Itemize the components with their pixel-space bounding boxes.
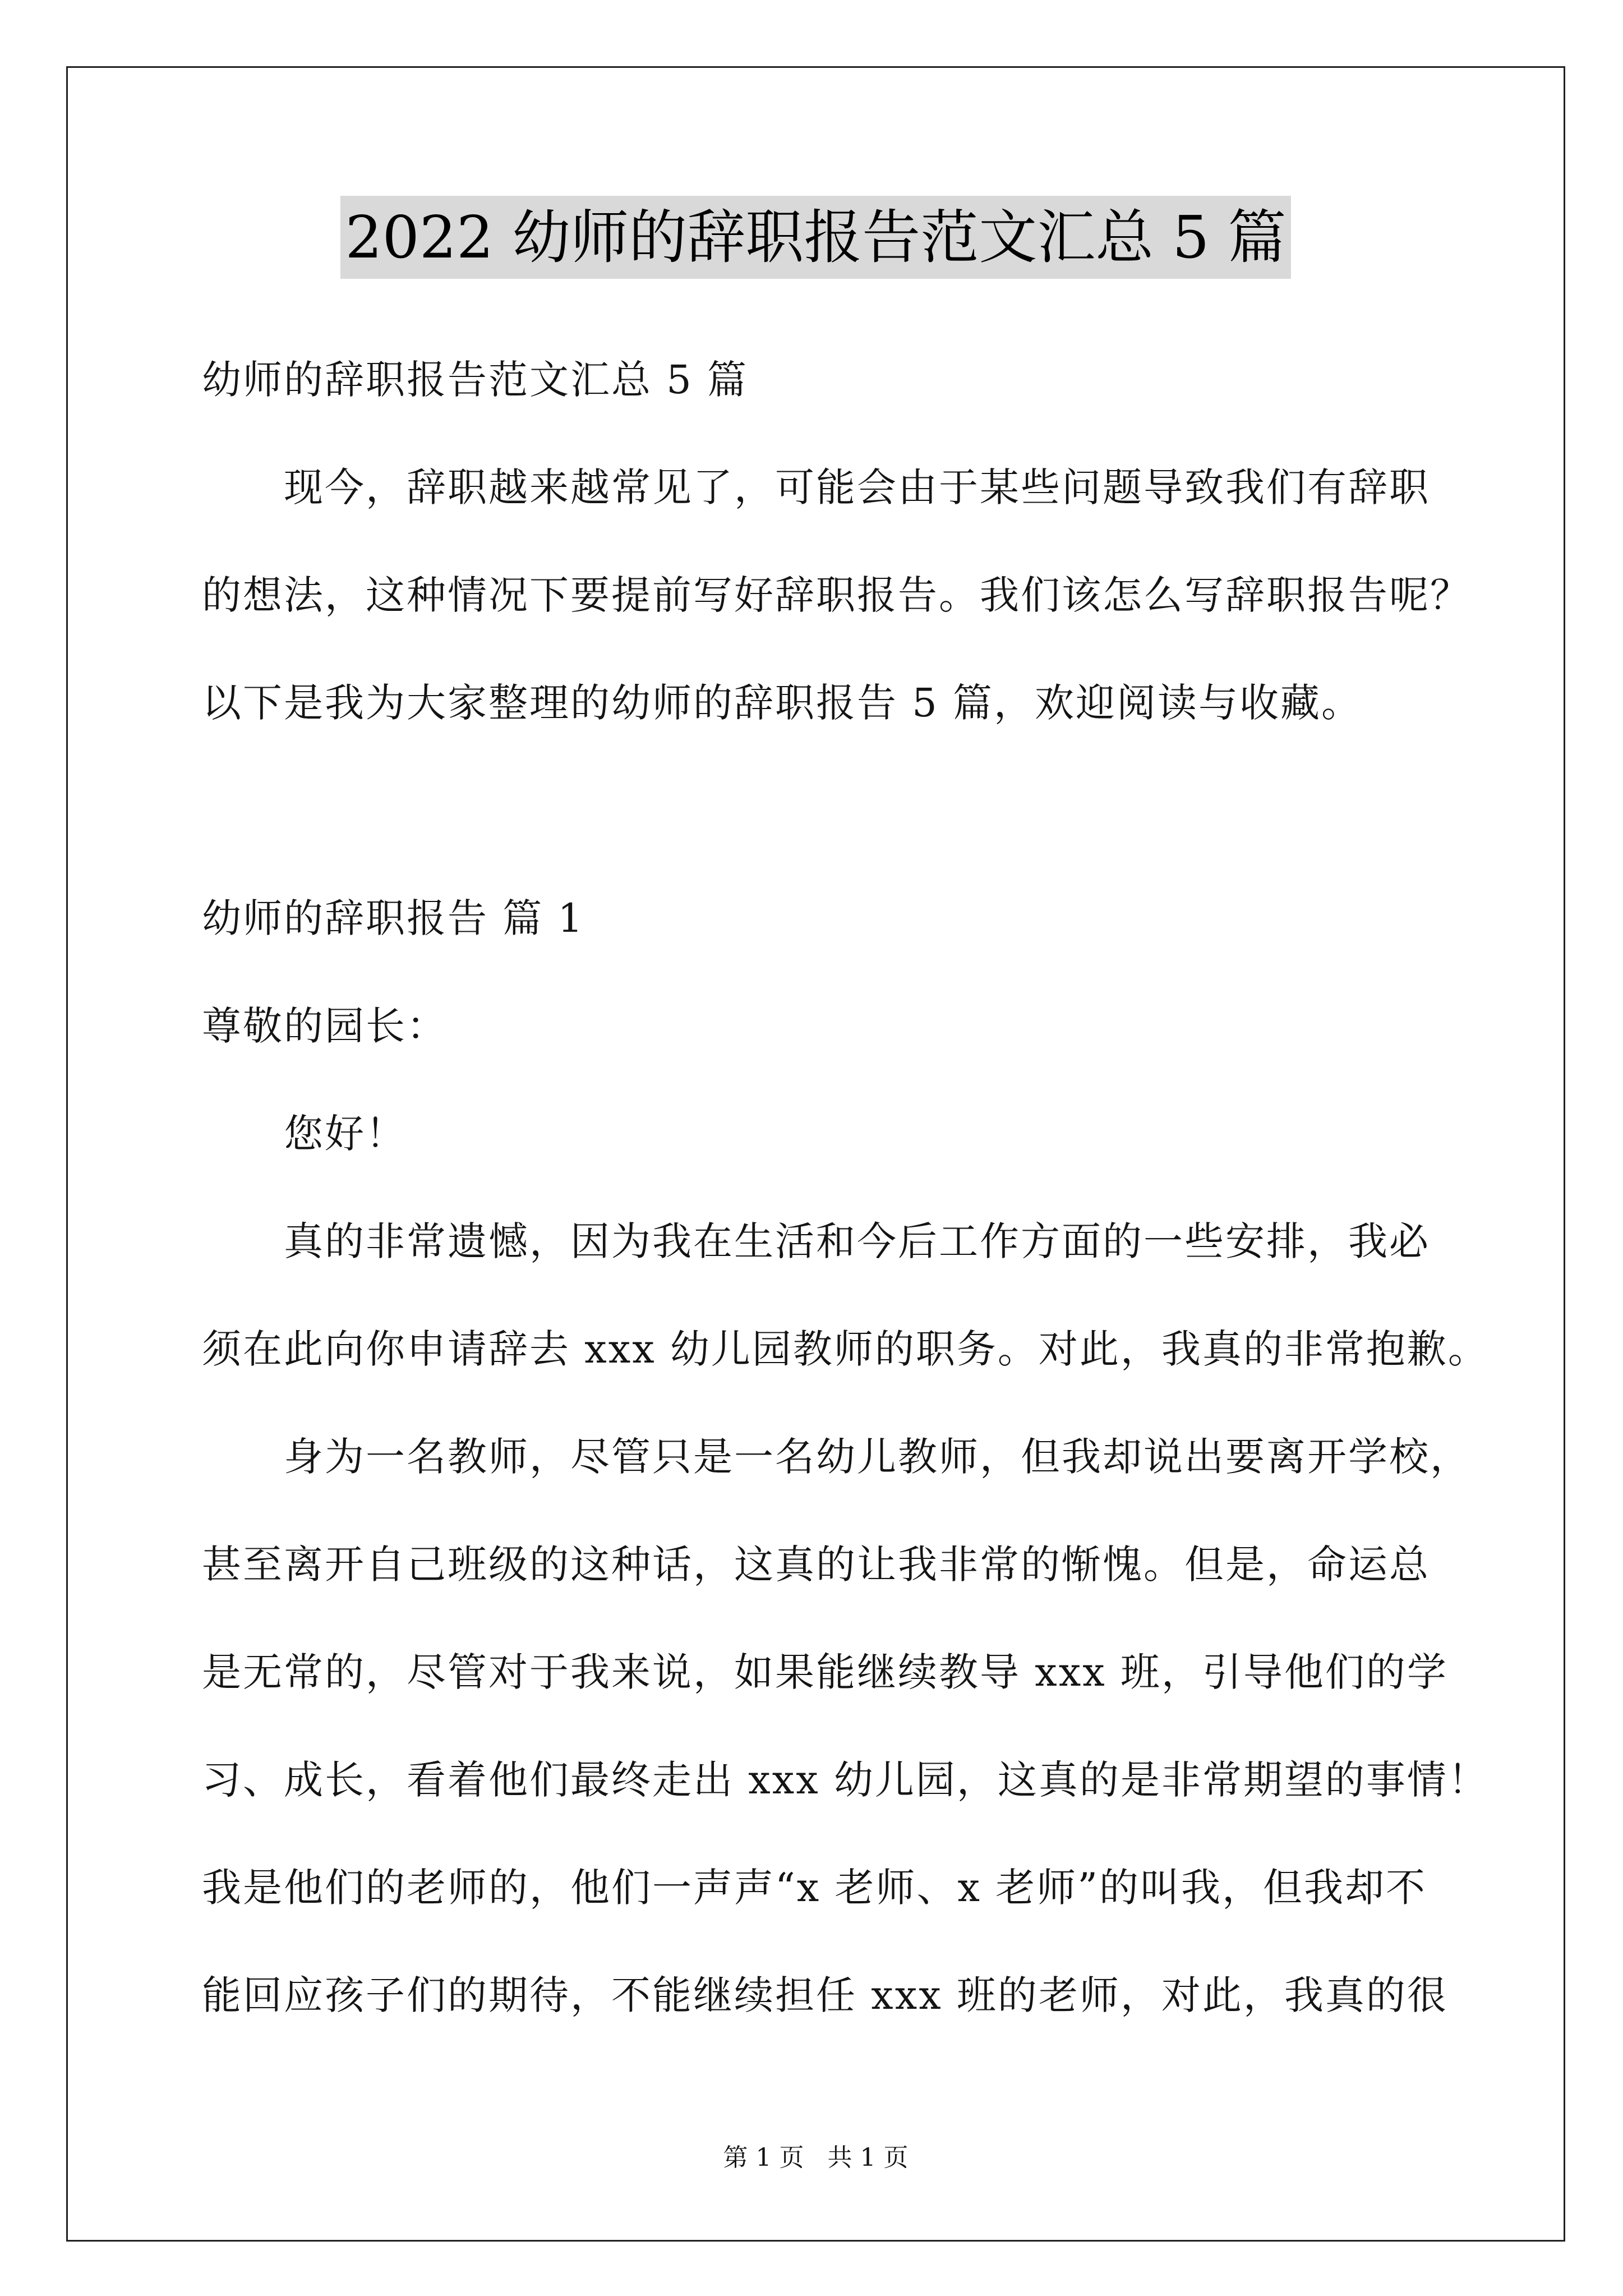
section-heading: 幼师的辞职报告 篇 1 xyxy=(202,895,585,941)
salutation: 尊敬的园长： xyxy=(202,1003,448,1049)
paragraph-line: 我是他们的老师的，他们一声声“x 老师、x 老师”的叫我，但我却不 xyxy=(202,1865,1427,1911)
page-number-footer: 第 1 页 共 1 页 xyxy=(723,2143,909,2172)
title-row xyxy=(66,196,1565,279)
paragraph-line: 甚至离开自己班级的这种话，这真的让我非常的惭愧。但是，命运总 xyxy=(202,1542,1430,1588)
paragraph-line: 能回应孩子们的期待，不能继续担任 xxx 班的老师，对此，我真的很 xyxy=(202,1972,1448,2018)
document-body xyxy=(202,326,1537,2049)
greeting: 您好！ xyxy=(284,1111,407,1157)
intro-line: 以下是我为大家整理的幼师的辞职报告 5 篇，欢迎阅读与收藏。 xyxy=(202,680,1363,726)
paragraph-line: 是无常的，尽管对于我来说，如果能继续教导 xxx 班，引导他们的学 xyxy=(202,1649,1448,1695)
paragraph-line: 习、成长，看着他们最终走出 xxx 幼儿园，这真的是非常期望的事情！ xyxy=(202,1757,1489,1803)
paragraph-line: 须在此向你申请辞去 xxx 幼儿园教师的职务。对此，我真的非常抱歉。 xyxy=(202,1326,1489,1372)
document-subtitle: 幼师的辞职报告范文汇总 5 篇 xyxy=(202,357,749,403)
paragraph-line: 真的非常遗憾，因为我在生活和今后工作方面的一些安排，我必 xyxy=(284,1218,1430,1264)
paragraph-line: 身为一名教师，尽管只是一名幼儿教师，但我却说出要离开学校， xyxy=(284,1434,1471,1480)
intro-line: 现今，辞职越来越常见了，可能会由于某些问题导致我们有辞职 xyxy=(284,464,1430,510)
intro-line: 的想法，这种情况下要提前写好辞职报告。我们该怎么写辞职报告呢？ xyxy=(202,572,1471,618)
document-title: 2022 幼师的辞职报告范文汇总 5 篇 xyxy=(340,196,1290,279)
blank-line xyxy=(202,757,1537,864)
